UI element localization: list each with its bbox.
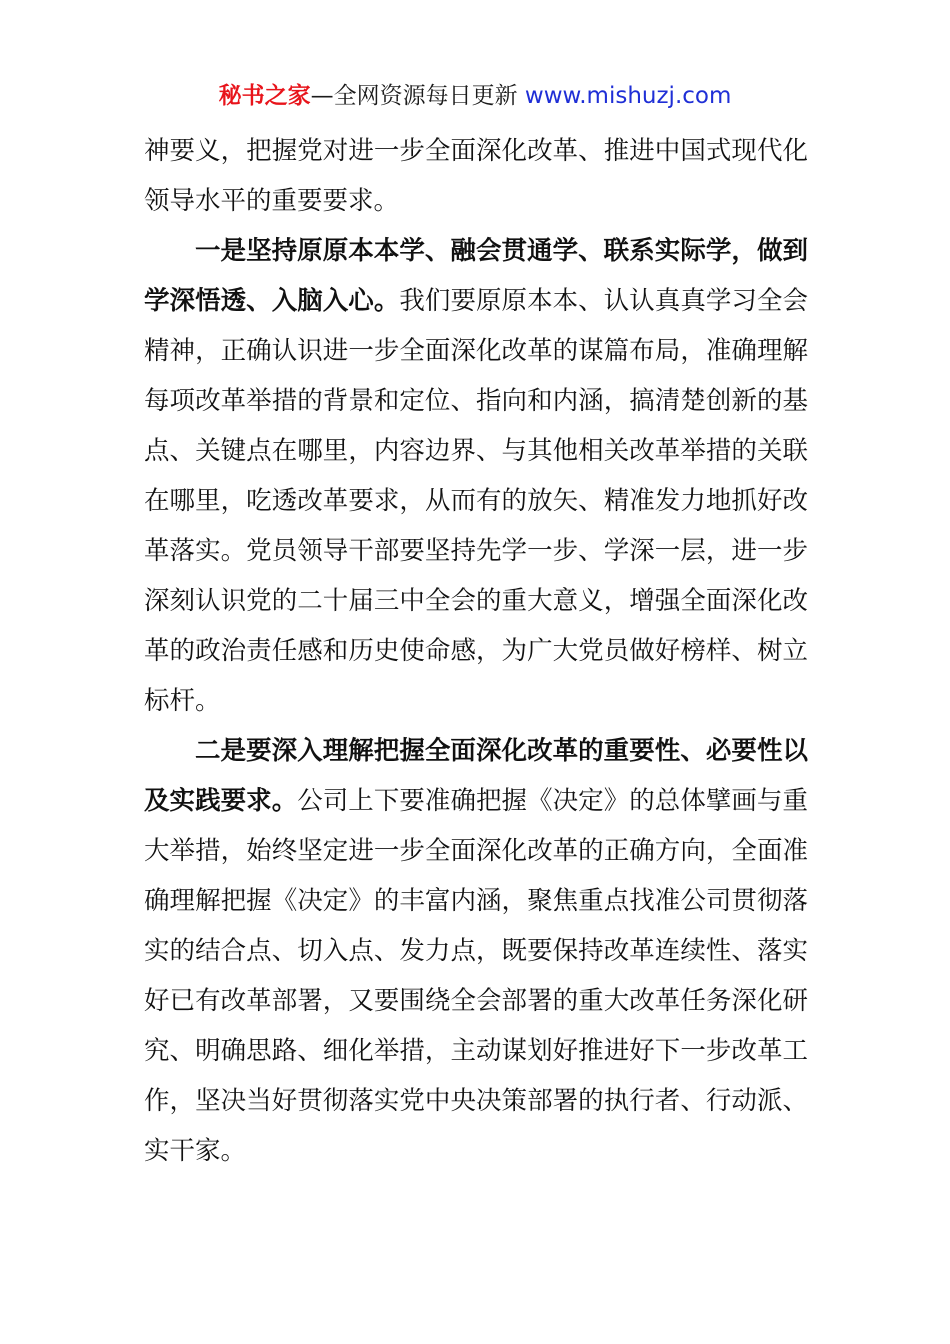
paragraph-heading: 二是要深入理解把握全面深化改革的重要性、必要性以及实践要求。 xyxy=(144,736,808,816)
paragraph-continuation xyxy=(144,126,808,226)
paragraph-text: 我们要原原本本、认认真真学习全会精神，正确认识进一步全面深化改革的谋篇布局，准确理解每项改革举措的背景和定位、指向和内涵，搞清楚创新的基点、关键点在哪里，内容边界、与其他相关改革举措的关联在哪里，吃透改革要求，从而有的放矢、精准发力地抓好改革落实。党员领导干部要坚持先学一步、学深一层，进一步深刻认识党的二十届三中全会的重大意义，增强全面深化改革的政治责任感和历史使命感，为广大党员做好榜样、树立标杆。 xyxy=(144,286,808,716)
header-tagline: —全网资源每日更新 xyxy=(310,83,525,109)
site-url-link[interactable]: www.mishuzj.com xyxy=(524,83,732,109)
paragraph-heading: 一是坚持原原本本学、融会贯通学、联系实际学，做到学深悟透、入脑入心。 xyxy=(144,236,808,316)
paragraph-text: 公司上下要准确把握《决定》的总体擘画与重大举措，始终坚定进一步全面深化改革的正确方向，全面准确理解把握《决定》的丰富内涵，聚焦重点找准公司贯彻落实的结合点、切入点、发力点，既要保持改革连续性、落实好已有改革部署，又要围绕全会部署的重大改革任务深化研究、明确思路、细化举措，主动谋划好推进好下一步改革工作，坚决当好贯彻落实党中央决策部署的执行者、行动派、实干家。 xyxy=(144,786,808,1166)
paragraph-point-one xyxy=(144,226,808,726)
site-header xyxy=(0,80,950,112)
brand-name: 秘书之家 xyxy=(218,83,311,109)
document-body xyxy=(144,126,808,1176)
paragraph-text: 神要义，把握党对进一步全面深化改革、推进中国式现代化领导水平的重要要求。 xyxy=(144,136,808,216)
paragraph-point-two xyxy=(144,726,808,1176)
